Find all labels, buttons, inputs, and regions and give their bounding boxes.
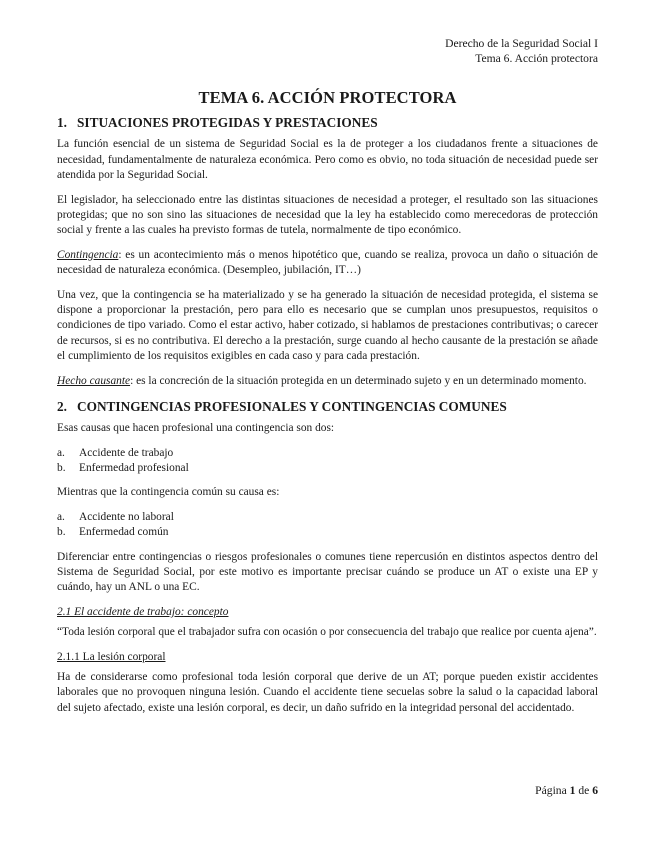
term-contingencia: Contingencia bbox=[57, 248, 119, 261]
document-title: TEMA 6. ACCIÓN PROTECTORA bbox=[198, 88, 457, 107]
list-item bbox=[57, 446, 598, 461]
section-1-heading bbox=[57, 114, 598, 131]
header-course: Derecho de la Seguridad Social I bbox=[445, 37, 598, 50]
section-1-number: 1. bbox=[57, 115, 67, 131]
list-item-text: Enfermedad común bbox=[79, 526, 169, 539]
section-2-paragraph-2: Ha de considerarse como profesional toda lesión corporal que derive de un AT; porque pueden existir accidentes laborales que no provoquen ninguna lesión. Cuando el accidente tiene secuelas sobre la salud o la capacidad laboral del sujeto afectado, existe una lesión corporal, es decir, un daño sufrido en la integridad personal del accidentado. bbox=[57, 670, 598, 714]
page-label: Página bbox=[535, 784, 567, 797]
page-footer bbox=[535, 784, 598, 797]
list-marker: a. bbox=[57, 446, 65, 459]
section-2-intro-2: Mientras que la contingencia común su causa es: bbox=[57, 486, 280, 499]
section-1-paragraph-2: El legislador, ha seleccionado entre las distintas situaciones de necesidad a proteger, el resultado son las situaciones protegidas; que no son sino las situaciones de necesidad que la ley ha establecido como merecedoras de protección social y frente a las cuales ha previsto formas de tutela, normalmente de tipo económico. bbox=[57, 193, 598, 237]
definition-hecho-causante bbox=[57, 374, 598, 389]
list-item bbox=[57, 461, 598, 476]
legal-definition-quote: “Toda lesión corporal que el trabajador sufra con ocasión o por consecuencia del trabajo que realice por cuenta ajena”. bbox=[57, 626, 597, 639]
list-item-text: Enfermedad profesional bbox=[79, 461, 189, 474]
page-current: 1 bbox=[569, 784, 576, 797]
list-item bbox=[57, 525, 598, 540]
section-2-title: CONTINGENCIAS PROFESIONALES Y CONTINGENCIAS COMUNES bbox=[77, 399, 507, 415]
document-body bbox=[57, 90, 598, 725]
section-1-paragraph-1: La función esencial de un sistema de Seguridad Social es la de proteger a los ciudadanos frente a situaciones de necesidad, fundamentalmente de naturaleza económica. Pero como es obvio, no toda situación de necesidad puede ser atendida por la Seguridad Social. bbox=[57, 138, 598, 182]
section-2-intro-1: Esas causas que hacen profesional una contingencia son dos: bbox=[57, 422, 335, 435]
section-1-paragraph-3: Una vez, que la contingencia se ha materializado y se ha generado la situación de necesidad protegida, el sistema se dispone a proporcionar la prestación, pero para ello es necesario que se cumplan unos presupuestos, requisitos o condiciones de tipo variado. Como el estar activo, haber cotizado, si hablamos de prestaciones contributivas; o carecer de recursos, si es no contributiva. El derecho a la prestación, surge cuando al hecho causante de la prestación se añade el cumplimiento de los requisitos exigibles en cada caso y para cada prestación. bbox=[57, 288, 598, 363]
term-hecho-causante: Hecho causante bbox=[57, 374, 131, 387]
header-topic: Tema 6. Acción protectora bbox=[475, 51, 598, 65]
running-header bbox=[445, 37, 598, 66]
list-marker: b. bbox=[57, 461, 66, 474]
section-2-heading bbox=[57, 398, 598, 415]
section-1-title: SITUACIONES PROTEGIDAS Y PRESTACIONES bbox=[77, 115, 378, 131]
professional-causes-list bbox=[57, 446, 598, 477]
section-2-paragraph-1: Diferenciar entre contingencias o riesgos profesionales o comunes tiene repercusión en distintos aspectos dentro del Sistema de Seguridad Social, por este motivo es importante precisar cuándo se produce un AT o existe una EP y cuándo, hay un ANL o una EC. bbox=[57, 550, 598, 594]
page-separator: de bbox=[578, 784, 590, 797]
definition-hecho-causante-text: : es la concreción de la situación protegida en un determinado sujeto y en un determinado momento. bbox=[130, 374, 587, 387]
list-item bbox=[57, 510, 598, 525]
definition-contingencia bbox=[57, 248, 598, 279]
subsection-2-1-1-heading: 2.1.1 La lesión corporal bbox=[57, 650, 166, 663]
section-2-number: 2. bbox=[57, 399, 67, 415]
definition-contingencia-text: : es un acontecimiento más o menos hipotético que, cuando se realiza, provoca un daño o situación de necesidad de naturaleza económica. (Desempleo, jubilación, IT…) bbox=[57, 248, 598, 277]
list-marker: a. bbox=[57, 510, 65, 523]
list-item-text: Accidente de trabajo bbox=[79, 446, 174, 459]
common-causes-list bbox=[57, 510, 598, 541]
list-marker: b. bbox=[57, 526, 66, 539]
page-total: 6 bbox=[592, 784, 598, 797]
subsection-2-1-heading: 2.1 El accidente de trabajo: concepto bbox=[57, 605, 229, 618]
list-item-text: Accidente no laboral bbox=[79, 510, 174, 523]
